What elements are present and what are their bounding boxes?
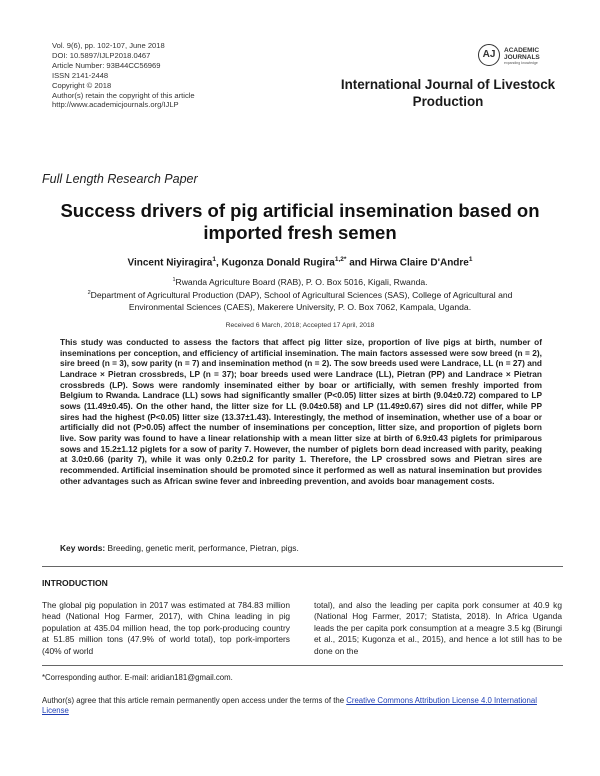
logo-line-2: JOURNALS bbox=[504, 54, 540, 61]
paper-title: Success drivers of pig artificial insemination based on imported fresh semen bbox=[60, 200, 540, 243]
keywords-text: Breeding, genetic merit, performance, Pietran, pigs. bbox=[105, 543, 299, 553]
author-2: Kugonza Donald Rugira bbox=[221, 257, 335, 269]
logo-line-1: ACADEMIC bbox=[504, 47, 540, 54]
license-link[interactable]: Creative Commons Attribution License 4.0 International License bbox=[42, 696, 537, 716]
affiliation-1-text: Rwanda Agriculture Board (RAB), P. O. Box 5016, Kigali, Rwanda. bbox=[175, 276, 428, 287]
author-separator: and bbox=[346, 257, 370, 269]
logo-tagline: expanding knowledge bbox=[504, 61, 538, 65]
corresponding-author: *Corresponding author. E-mail: aridian181@gmail.com. bbox=[42, 673, 233, 682]
author-2-affil: 1,2* bbox=[334, 256, 347, 263]
logo-wordmark bbox=[504, 47, 540, 61]
divider bbox=[42, 665, 563, 666]
author-3-affil: 1 bbox=[468, 256, 473, 263]
affiliation-1-number: 1 bbox=[172, 277, 176, 283]
license-text: Author(s) agree that this article remain permanently open access under the terms of the bbox=[42, 696, 347, 705]
affiliation-1 bbox=[60, 275, 540, 288]
author-1: Vincent Niyiragira bbox=[127, 257, 213, 269]
meta-doi: DOI: 10.5897/IJLP2018.0467 bbox=[52, 50, 151, 60]
academic-journals-logo bbox=[478, 44, 564, 70]
article-metadata bbox=[52, 41, 195, 110]
affiliation-2-text: Department of Agricultural Production (DAP), School of Agricultural Sciences (SAS), College of Agricultural and Environmental Sciences (CAES), Makerere University, P. O. Box 7062, Kampala, Uganda. bbox=[90, 290, 513, 312]
abstract: This study was conducted to assess the factors that affect pig litter size, proportion of live pigs at birth, number of inseminations per conception, and efficiency of artificial insemination. The main factors assessed were sow breed (n = 2), sire breed (n = 3), sow parity (n = 7) and insemination method (n = 2). The sow breeds used were Landrace, LL (n = 27) and Landrace × Pietran crossbreds, LP (n = 37); boar breeds used were Landrace (LL), Pietran (PP) and Landrace × Pietran crossbreds (LP). Sows were randomly inseminated either by boar or artificially, with semen freshly imported from Belgium to Rwanda. Landrace (LL) sows had significantly smaller (P<0.05) litter sizes at birth (9.04±0.72) compared to LP sows (11.49±0.45). On the other hand, the litter size for LL (9.04±0.58) and LP (11.49±0.67) sires did not differ, while PP sires had the highest (P<0.05) litter size (13.37±1.43). Interestingly, the method of insemination, whether use of a boar or artificially did not (P>0.05) affect the number of inseminations per conception, litter size, and proportion of piglets born live. Sow parity was found to have a linear relationship with a mean litter size at birth of 6.9±0.43 piglets for primiparous sows and 15.2±1.12 piglets for a sow of parity 7. However, the number of piglets born dead increased with parity, peaking at 3.0±0.66 (parity 7), while it was only 0.2±0.2 for parity 1. Therefore, the LP crossbred sows and Pietran sires are recommended. Artificial insemination should be promoted since it performed as well as natural insemination but provides other advantages such as African swine fever and inbreeding prevention, and avoids boar management costs. bbox=[60, 337, 542, 486]
introduction-heading: INTRODUCTION bbox=[42, 578, 108, 588]
license-statement bbox=[42, 696, 563, 717]
keywords bbox=[60, 543, 542, 553]
introduction-column-left: The global pig population in 2017 was estimated at 784.83 million head (National Hog Farmer, 2017), with China leading in pig population at 435.04 million head, the top pork-producing country at 51.85 million tons (47.9% of world total), top pork-importers (40% of world bbox=[42, 600, 290, 656]
meta-copyright-note: Author(s) retain the copyright of this article bbox=[52, 90, 195, 100]
author-list bbox=[0, 256, 600, 268]
author-3: Hirwa Claire D'Andre bbox=[369, 257, 469, 269]
journal-name bbox=[332, 77, 564, 110]
affiliation-2-number: 2 bbox=[87, 290, 91, 297]
introduction-column-right: total), and also the leading per capita pork consumer at 40.9 kg (National Hog Farmer, 2017; Statista, 2018). In Africa Uganda leads the per capita pork consumption at a meagre 3.5 kg (Birungi et al., 2015; Kugonza et al., 2015), and hence a lot still has to be done on the bbox=[314, 600, 562, 656]
affiliation-2 bbox=[60, 288, 540, 313]
meta-copyright: Copyright © 2018 bbox=[52, 80, 112, 90]
meta-article-number: Article Number: 93B44CC56969 bbox=[52, 60, 161, 70]
journal-name-line-2: Production bbox=[412, 93, 484, 109]
paper-type: Full Length Research Paper bbox=[42, 172, 198, 186]
affiliations bbox=[60, 275, 540, 313]
meta-url: http://www.academicjournals.org/IJLP bbox=[52, 100, 179, 110]
author-separator: , bbox=[215, 257, 222, 269]
keywords-label: Key words: bbox=[60, 543, 106, 553]
journal-name-line-1: International Journal of Livestock bbox=[340, 77, 556, 92]
meta-issn: ISSN 2141-2448 bbox=[52, 70, 109, 80]
divider bbox=[42, 566, 563, 567]
author-1-affil: 1 bbox=[212, 256, 216, 263]
meta-volume: Vol. 9(6), pp. 102-107, June 2018 bbox=[52, 41, 165, 50]
received-accepted-dates: Received 6 March, 2018; Accepted 17 April, 2018 bbox=[225, 322, 375, 329]
aj-logo-icon: AJ bbox=[478, 44, 500, 66]
